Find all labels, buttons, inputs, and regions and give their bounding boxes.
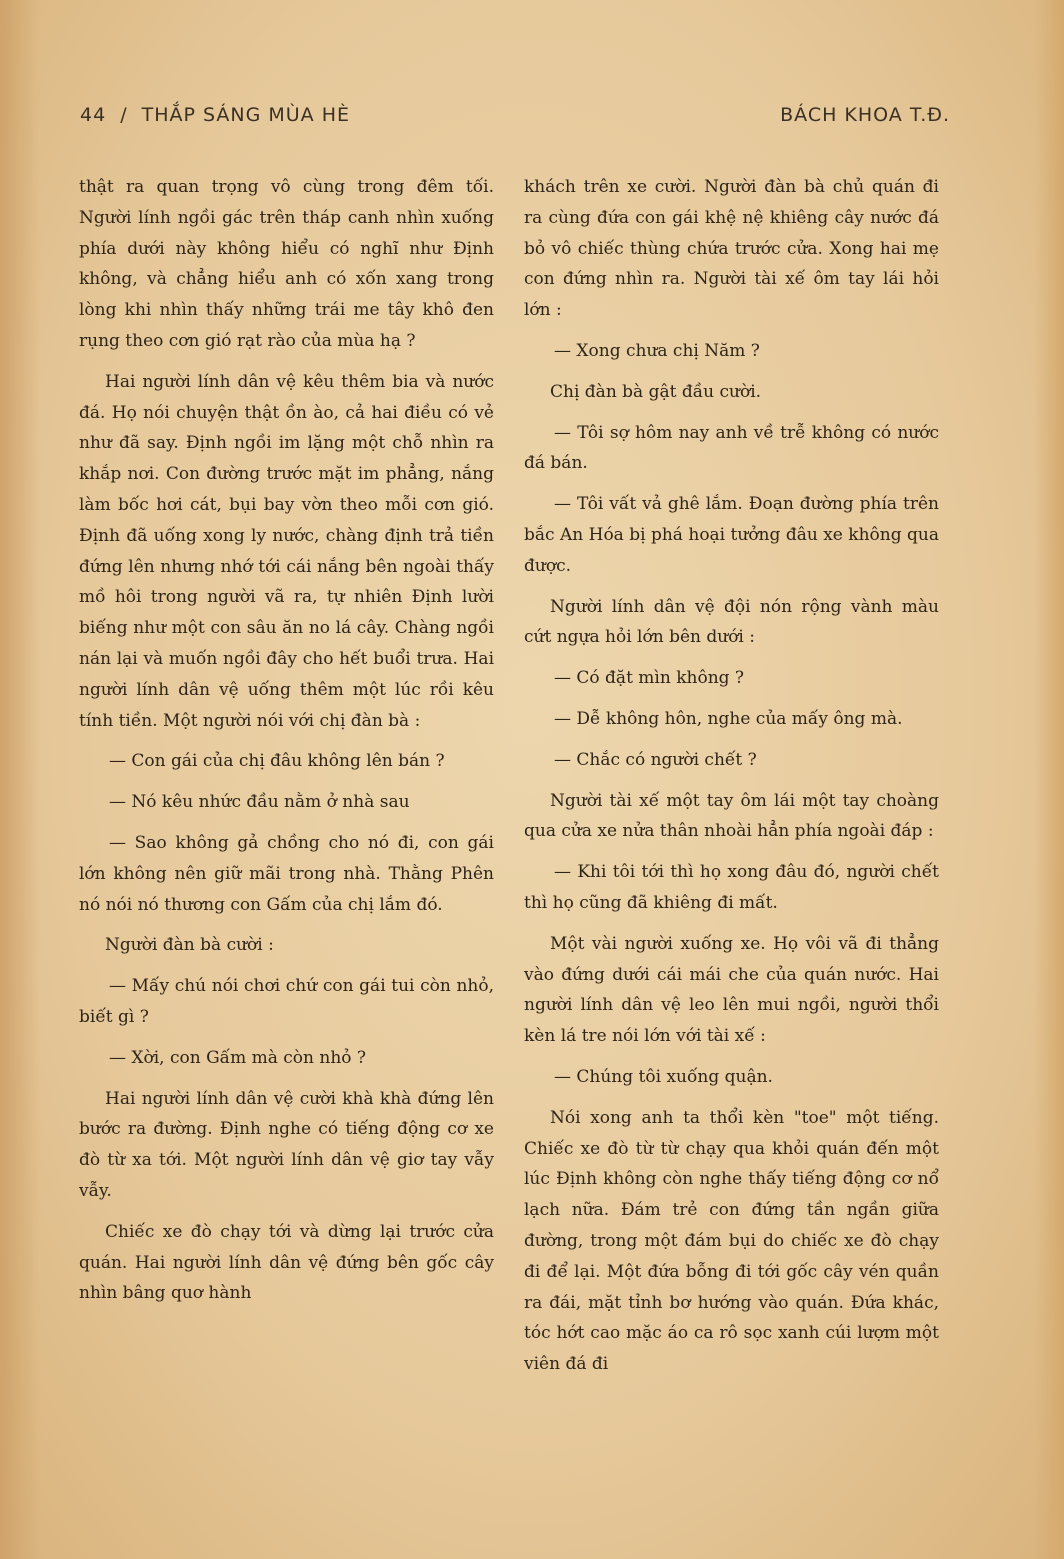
paragraph: thật ra quan trọng vô cùng trong đêm tối. Người lính ngồi gác trên tháp canh nhìn xuống phía dưới này không hiểu có nghĩ như Định không, và chẳng hiểu anh có xốn xang trong lòng khi nhìn thấy những trái me tây khô đen rụng theo cơn gió rạt rào của mùa hạ ? <box>79 177 494 351</box>
dialogue-line: — Xời, con Gấm mà còn nhỏ ? <box>109 1047 367 1068</box>
dialogue-line: — Có đặt mìn không ? <box>554 668 745 689</box>
dialogue-line: — Xong chưa chị Năm ? <box>554 340 760 361</box>
dialogue-line: — Chúng tôi xuống quận. <box>554 1066 773 1087</box>
dialogue-line: — Tôi vất vả ghê lắm. Đoạn đường phía trên bắc An Hóa bị phá hoại tưởng đâu xe không qua được. <box>524 494 939 576</box>
page-number: 44 <box>80 104 107 126</box>
dialogue-line: — Tôi sợ hôm nay anh về trễ không có nước đá bán. <box>524 422 939 474</box>
dialogue-line: — Chắc có người chết ? <box>554 749 757 770</box>
dialogue-line: — Nó kêu nhức đầu nằm ở nhà sau <box>109 792 410 813</box>
text-column-right <box>524 172 939 1390</box>
dialogue-line: — Dễ không hôn, nghe của mấy ông mà. <box>554 708 903 729</box>
paragraph: Nói xong anh ta thổi kèn "toe" một tiếng. Chiếc xe đò từ từ chạy qua khỏi quán đến một lúc Định không còn nghe thấy tiếng động cơ nổ lạch nữa. Đám trẻ con đứng tần ngần giữa đường, trong một đám bụi do chiếc xe đò chạy đi để lại. Một đứa bỗng đi tới gốc cây vén quần ra đái, mặt tỉnh bơ hướng vào quán. Đứa khác, tóc hớt cao mặc áo ca rô sọc xanh cúi lượm một viên đá đi <box>524 1107 939 1375</box>
story-title: THẮP SÁNG MÙA HÈ <box>141 104 350 126</box>
paragraph: Một vài người xuống xe. Họ vôi vã đi thẳng vào đứng dưới cái mái che của quán nước. Hai người lính dân vệ leo lên mui ngồi, người thổi kèn lá tre nói lớn với tài xế : <box>524 933 939 1047</box>
text-column-left <box>79 172 494 1319</box>
header-separator: / <box>120 104 128 126</box>
paragraph: Chiếc xe đò chạy tới và dừng lại trước cửa quán. Hai người lính dân vệ đứng bên gốc cây nhìn bâng quơ hành <box>79 1221 494 1304</box>
dialogue-line: — Sao không gả chồng cho nó đi, con gái lớn không nên giữ mãi trong nhà. Thằng Phên nó nói nó thương con Gấm của chị lắm đó. <box>79 832 494 915</box>
paragraph: Chị đàn bà gật đầu cười. <box>550 381 762 402</box>
header-left <box>80 104 350 126</box>
page-edge-shadow-left <box>0 0 40 1559</box>
paragraph: Người tài xế một tay ôm lái một tay choàng qua cửa xe nửa thân nhoài hẳn phía ngoài đáp : <box>524 790 939 842</box>
dialogue-line: — Con gái của chị đâu không lên bán ? <box>109 751 445 772</box>
paragraph: Hai người lính dân vệ kêu thêm bia và nước đá. Họ nói chuyện thật ồn ào, cả hai điều có vẻ như đã say. Định ngồi im lặng một chỗ nhìn ra khắp nơi. Con đường trước mặt im phẳng, nắng làm bốc hơi cát, bụi bay vờn theo mỗi cơn gió. Định đã uống xong ly nước, chàng định trả tiền đứng lên nhưng nhớ tới cái nắng bên ngoài thấy mồ hôi trong người vã ra, tự nhiên Định lười biếng như một con sâu ăn no lá cây. Chàng ngồi nán lại và muốn ngồi đây cho hết buổi trưa. Hai người lính dân vệ uống thêm một lúc rồi kêu tính tiền. Một người nói với chị đàn bà : <box>79 371 494 731</box>
running-header <box>80 104 950 138</box>
dialogue-line: — Mấy chú nói chơi chứ con gái tui còn nhỏ, biết gì ? <box>79 976 494 1027</box>
publication-name: BÁCH KHOA T.Đ. <box>780 104 950 126</box>
paragraph: Người đàn bà cười : <box>105 935 274 956</box>
dialogue-line: — Khi tôi tới thì họ xong đâu đó, người chết thì họ cũng đã khiêng đi mất. <box>524 862 939 913</box>
paragraph: Hai người lính dân vệ cười khà khà đứng lên bước ra đường. Định nghe có tiếng động cơ xe đò từ xa tới. Một người lính dân vệ giơ tay vẫy vẫy. <box>79 1088 494 1201</box>
page-edge-shadow-right <box>1034 0 1064 1559</box>
paragraph: Người lính dân vệ đội nón rộng vành màu cứt ngựa hỏi lớn bên dưới : <box>524 596 939 648</box>
paragraph: khách trên xe cười. Người đàn bà chủ quán đi ra cùng đứa con gái khệ nệ khiêng cây nước đá bỏ vô chiếc thùng chứa trước cửa. Xong hai mẹ con đứng nhìn ra. Người tài xế ôm tay lái hỏi lớn : <box>524 177 939 321</box>
